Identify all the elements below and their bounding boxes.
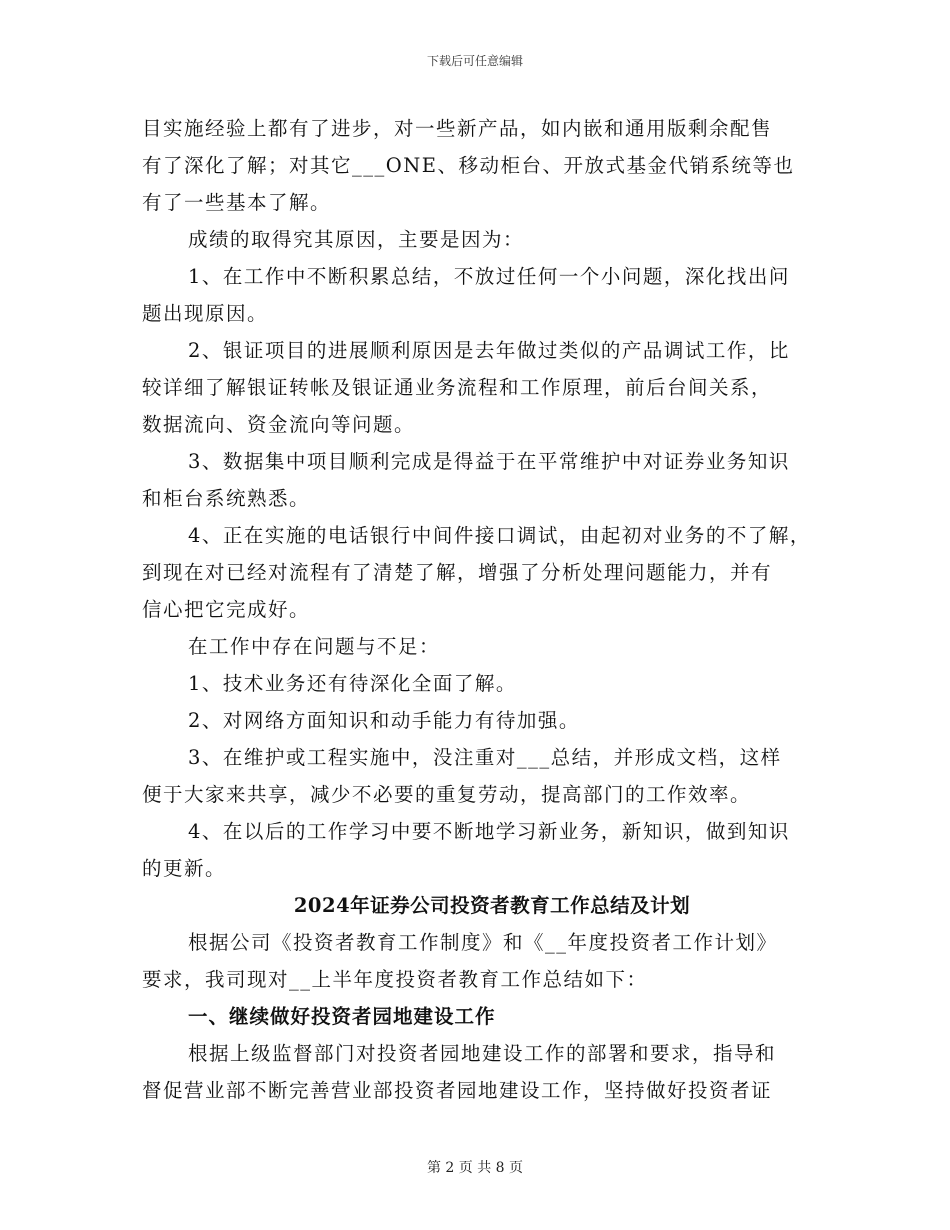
text-line: 3、数据集中项目顺利完成是得益于在平常维护中对证券业务知识 xyxy=(188,450,790,473)
text-line: 便于大家来共享，减少不必要的重复劳动，提高部门的工作效率。 xyxy=(142,783,752,806)
text-line: 2、对网络方面知识和动手能力有待加强。 xyxy=(188,709,580,732)
section-title: 2024年证券公司投资者教育工作总结及计划 xyxy=(293,894,691,917)
text-line: 成绩的取得究其原因，主要是因为： xyxy=(188,228,525,251)
text-line: 督促营业部不断完善营业部投资者园地建设工作，坚持做好投资者证 xyxy=(142,1079,773,1102)
text-line: 和柜台系统熟悉。 xyxy=(142,487,311,510)
page-header: 下载后可任意编辑 xyxy=(426,54,523,68)
text-line: 2、银证项目的进展顺利原因是去年做过类似的产品调试工作，比 xyxy=(188,339,790,362)
text-line: 目实施经验上都有了进步，对一些新产品，如内嵌和通用版剩余配售 xyxy=(142,117,773,140)
text-line: 3、在维护或工程实施中，没注重对___总结，并形成文档，这样 xyxy=(188,746,782,769)
section-heading: 一、继续做好投资者园地建设工作 xyxy=(188,1005,496,1028)
page-number: 第 2 页 共 8 页 xyxy=(426,1160,524,1176)
text-line: 4、在以后的工作学习中要不断地学习新业务，新知识，做到知识 xyxy=(188,820,790,843)
text-line: 1、在工作中不断积累总结，不放过任何一个小问题，深化找出问 xyxy=(188,265,790,288)
text-line: 到现在对已经对流程有了清楚了解，增强了分析处理问题能力，并有 xyxy=(142,561,773,584)
text-line: 较详细了解银证转帐及银证通业务流程和工作原理，前后台间关系， xyxy=(142,376,773,399)
document-body xyxy=(142,110,832,1109)
text-line: 在工作中存在问题与不足： xyxy=(188,635,441,658)
text-line: 的更新。 xyxy=(142,857,227,880)
text-line: 有了一些基本了解。 xyxy=(142,191,332,214)
text-line: 题出现原因。 xyxy=(142,302,269,325)
text-line: 数据流向、资金流向等问题。 xyxy=(142,413,416,436)
text-line: 信心把它完成好。 xyxy=(142,598,311,621)
text-line: 有了深化了解；对其它___ONE、移动柜台、开放式基金代销系统等也 xyxy=(142,154,795,177)
text-line: 4、正在实施的电话银行中间件接口调试，由起初对业务的不了解， xyxy=(188,524,811,547)
text-line: 根据公司《投资者教育工作制度》和《__年度投资者工作计划》 xyxy=(188,931,778,954)
text-line: 根据上级监督部门对投资者园地建设工作的部署和要求，指导和 xyxy=(188,1042,777,1065)
text-line: 要求，我司现对__上半年度投资者教育工作总结如下： xyxy=(142,968,648,991)
text-line: 1、技术业务还有待深化全面了解。 xyxy=(188,672,517,695)
